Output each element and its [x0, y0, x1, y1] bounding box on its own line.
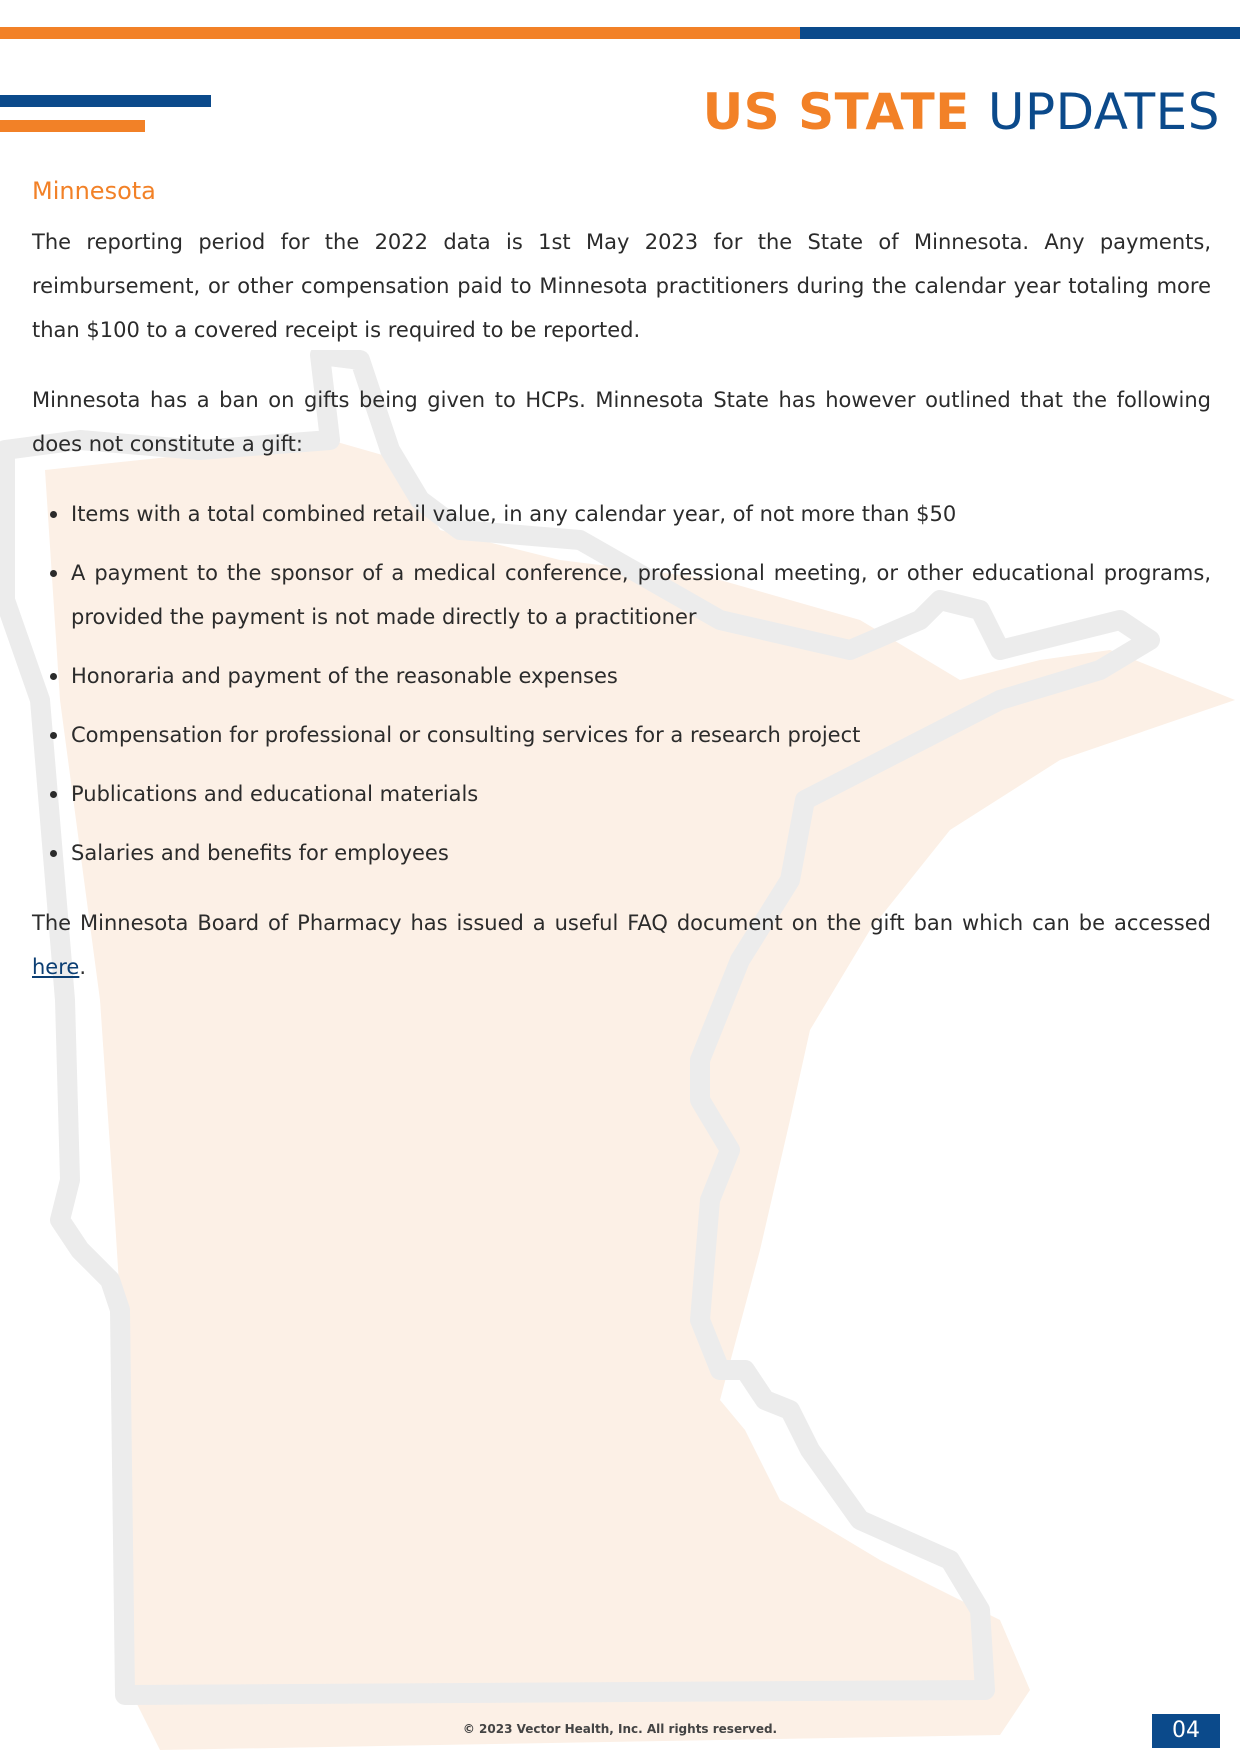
paragraph-gift-ban: Minnesota has a ban on gifts being given to HCPs. Minnesota State has however outlined that the following does not constitute a gift: [32, 388, 1211, 456]
page-title-light: UPDATES [987, 83, 1220, 141]
list-item [32, 772, 1211, 816]
list-item-text: Publications and educational materials [71, 782, 479, 806]
list-item-text: Salaries and benefits for employees [71, 841, 449, 865]
list-item-text: Honoraria and payment of the reasonable expenses [71, 664, 618, 688]
gift-exemptions-list [32, 492, 1211, 875]
section-title: Minnesota [32, 177, 156, 205]
footer-copyright: © 2023 Vector Health, Inc. All rights reserved. [462, 1722, 778, 1736]
paragraph-faq [32, 901, 1211, 989]
list-item-text: Compensation for professional or consulting services for a research project [71, 723, 861, 747]
list-item [32, 551, 1211, 639]
list-item [32, 654, 1211, 698]
bullet-icon [50, 791, 57, 798]
paragraph-reporting-period: The reporting period for the 2022 data is 1st May 2023 for the State of Minnesota. Any payments, reimbursement, or other compensation paid to Minnesota practitioners during the calendar year totaling more than $100 to a covered receipt is required to be reported. [32, 230, 1211, 342]
page-title [703, 80, 1220, 144]
bullet-icon [50, 732, 57, 739]
bullet-icon [50, 511, 57, 518]
top-accent-bar-orange [0, 27, 800, 39]
list-item [32, 713, 1211, 757]
bullet-icon [50, 673, 57, 680]
top-accent-bar-blue [800, 27, 1240, 39]
list-item [32, 492, 1211, 536]
paragraph-faq-end: . [79, 955, 87, 979]
list-item-text: A payment to the sponsor of a medical conference, professional meeting, or other educational programs, provided the payment is not made directly to a practitioner [71, 561, 1211, 629]
paragraph-faq-text: The Minnesota Board of Pharmacy has issued a useful FAQ document on the gift ban which can be accessed [32, 911, 1211, 935]
list-item [32, 831, 1211, 875]
bullet-icon [50, 570, 57, 577]
page-number-badge: 04 [1152, 1714, 1220, 1748]
faq-here-link[interactable]: here [32, 955, 80, 979]
bullet-icon [50, 850, 57, 857]
header-deco-line-blue [0, 95, 211, 107]
page-title-bold: US STATE [702, 83, 970, 141]
header-deco-line-orange [0, 120, 145, 132]
list-item-text: Items with a total combined retail value, in any calendar year, of not more than $50 [71, 502, 957, 526]
main-content [32, 170, 1211, 1015]
